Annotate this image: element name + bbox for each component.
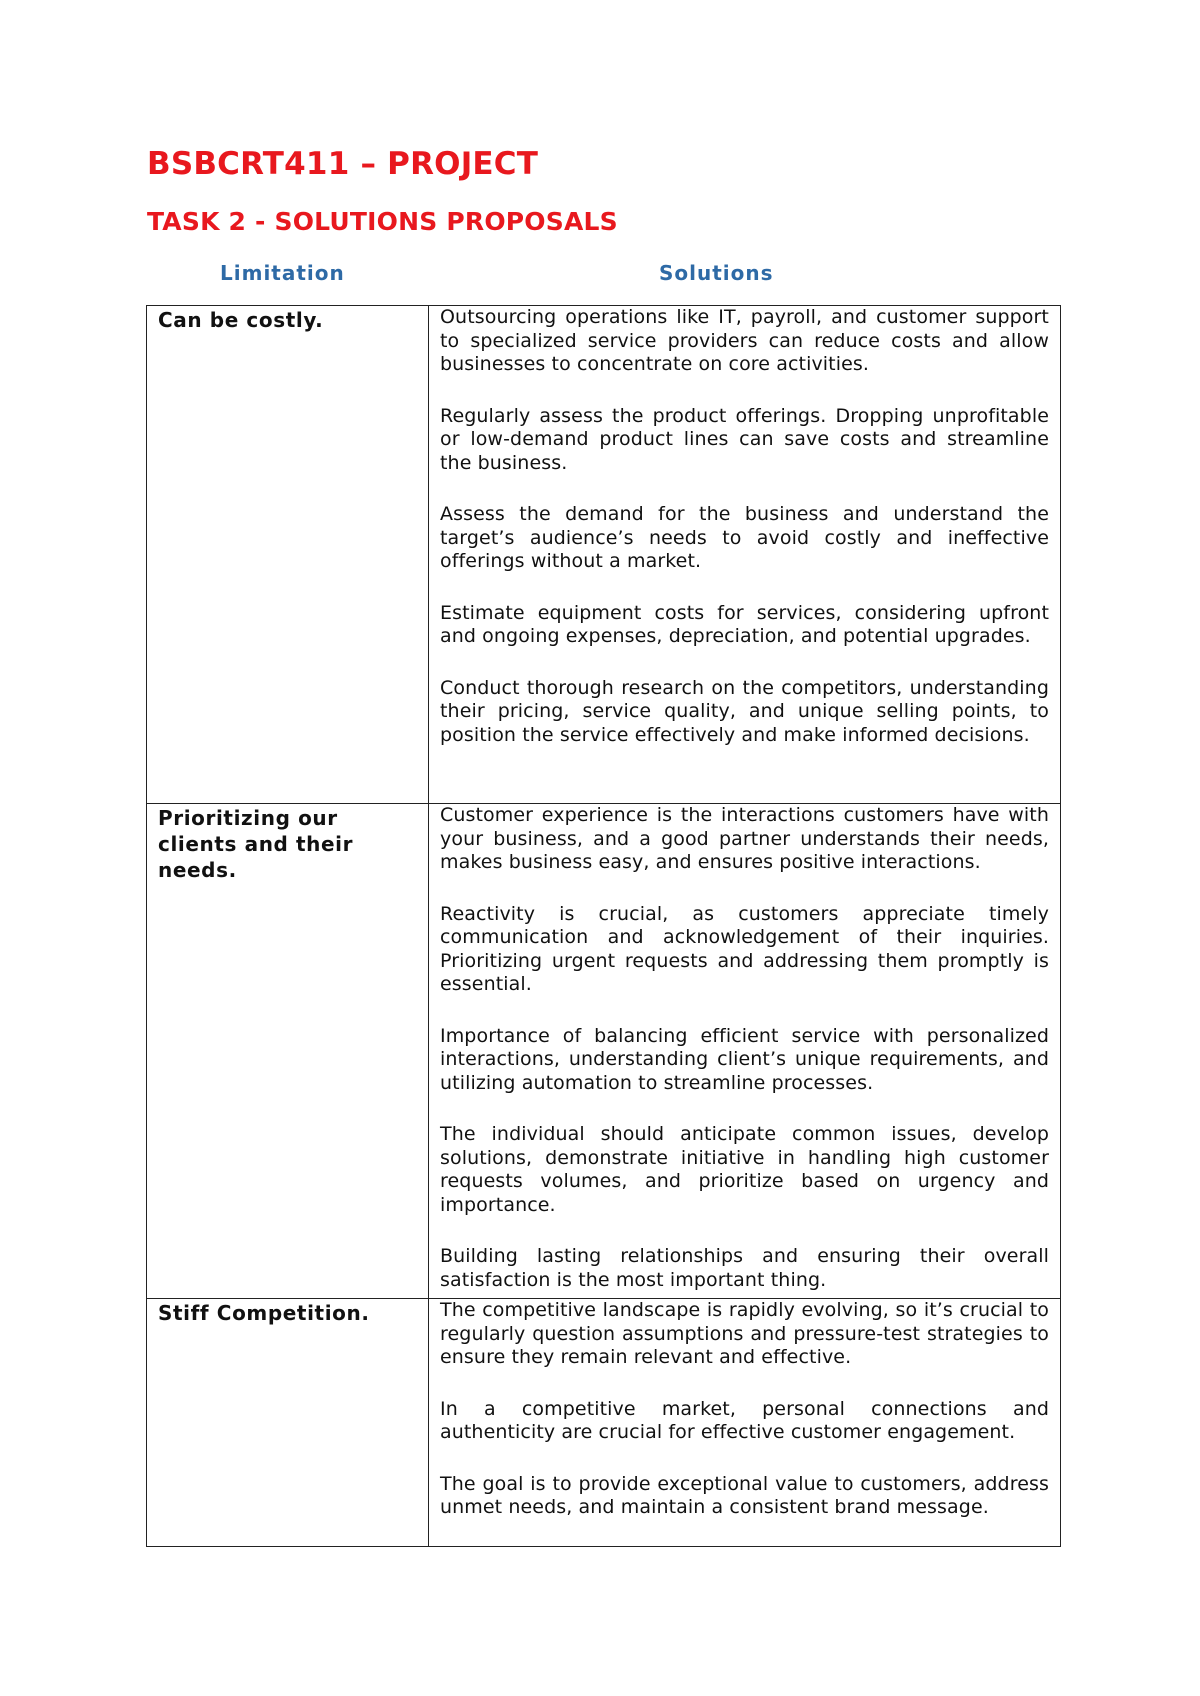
solution-paragraph: The competitive landscape is rapidly evolving, so it’s crucial to regularly question assumptions and pressure-test strategies to ensure they remain relevant and effective.: [440, 1299, 1049, 1368]
solution-paragraph: Regularly assess the product offerings. Dropping unprofitable or low-demand product lines can save costs and streamline the business.: [440, 404, 1049, 474]
limitation-cell: Prioritizing our clients and their needs.: [147, 804, 429, 1299]
solutions-cell: [429, 1299, 1061, 1547]
solution-paragraph: Estimate equipment costs for services, considering upfront and ongoing expenses, depreciation, and potential upgrades.: [440, 601, 1049, 647]
table-row: [147, 804, 1061, 1299]
solution-paragraph: The individual should anticipate common issues, develop solutions, demonstrate initiative in handling high customer requests volumes, and prioritize based on urgency and importance.: [440, 1123, 1049, 1216]
solution-paragraph: Customer experience is the interactions customers have with your business, and a good partner understands their needs, makes business easy, and ensures positive interactions.: [440, 804, 1049, 873]
limitation-cell: Can be costly.: [147, 306, 429, 804]
solutions-cell: [429, 804, 1061, 1299]
solution-paragraph: Importance of balancing efficient service with personalized interactions, understanding client’s unique requirements, and utilizing automation to streamline processes.: [440, 1024, 1049, 1094]
solution-paragraph: Assess the demand for the business and understand the target’s audience’s needs to avoid costly and ineffective offerings without a market.: [440, 503, 1049, 572]
table-row: [147, 306, 1061, 804]
solution-paragraph: Building lasting relationships and ensuring their overall satisfaction is the most important thing.: [440, 1245, 1049, 1291]
solutions-column-header: Solutions: [659, 261, 774, 285]
solution-paragraph: Outsourcing operations like IT, payroll, and customer support to specialized service providers can reduce costs and allow businesses to concentrate on core activities.: [440, 306, 1049, 375]
table-row: [147, 1299, 1061, 1547]
solutions-cell: [429, 306, 1061, 804]
document-title: BSBCRT411 – PROJECT: [147, 146, 539, 182]
limitation-column-header: Limitation: [220, 261, 345, 285]
solution-paragraph: Conduct thorough research on the competitors, understanding their pricing, service quality, and unique selling points, to position the service effectively and make informed decisions.: [440, 676, 1049, 746]
solution-paragraph: The goal is to provide exceptional value to customers, address unmet needs, and maintain a consistent brand message.: [440, 1472, 1049, 1518]
solution-paragraph: In a competitive market, personal connections and authenticity are crucial for effective customer engagement.: [440, 1397, 1049, 1443]
solution-paragraph: Reactivity is crucial, as customers appreciate timely communication and acknowledgement of their inquiries. Prioritizing urgent requests and addressing them promptly is essential.: [440, 902, 1049, 995]
solutions-table: [146, 305, 1061, 1547]
limitation-cell: Stiff Competition.: [147, 1299, 429, 1547]
document-subtitle: TASK 2 - SOLUTIONS PROPOSALS: [147, 207, 618, 236]
